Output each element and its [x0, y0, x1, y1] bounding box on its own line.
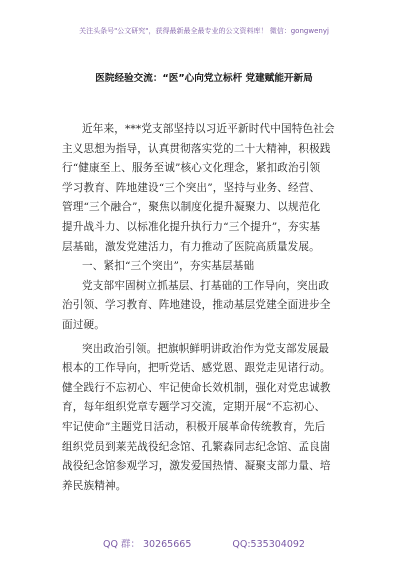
text-line: 治引领、学习教育、阵地建设，推动基层党建全面进步全: [62, 299, 331, 312]
text-line: 近年来，***党支部坚持以习近平新时代中国特色社会: [82, 123, 335, 135]
text-line: 战役纪念馆参观学习，激发爱国热情、凝聚支部力量、培: [62, 460, 331, 473]
qq-group-number: QQ 群： 30265665: [103, 539, 192, 550]
text-line: 牢记使命”主题党日活动，积极开展革命传统教育，先后: [62, 420, 326, 433]
document-body: [62, 120, 358, 496]
text-line: 一、紧扣“三个突出”，夯实基层基础: [82, 260, 255, 273]
text-line: 管理“三个融合”，聚焦以制度化提升凝聚力、以规范化: [62, 201, 321, 214]
text-line: 提升战斗力、以标准化提升执行力“三个提升”，夯实基: [62, 220, 321, 233]
header-notice: 关注头条号"公文研究"，获得最新最全最专业的公文资料库！ 微信：gongwenyj: [79, 27, 329, 35]
document-title: 医院经验交流：“医”心向党立标杆 党建赋能开新局: [95, 73, 313, 84]
text-line: 党支部牢固树立抓基层、打基础的工作导向，突出政: [82, 279, 330, 292]
text-line: 健全践行不忘初心、牢记使命长效机制，强化对党忠诚教: [62, 381, 331, 394]
text-line: 根本的工作导向，把听党话、感党恩、跟党走见诸行动。: [62, 362, 331, 375]
text-line: 育，每年组织党章专题学习交流，定期开展“不忘初心、: [62, 401, 326, 414]
footer-contact: [0, 536, 408, 550]
paragraph: [62, 340, 358, 497]
text-line: 突出政治引领。把旗帜鲜明讲政治作为党支部发展最: [82, 342, 330, 355]
text-line: 组织党员到莱芜战役纪念馆、孔繁森同志纪念馆、孟良崮: [62, 440, 331, 453]
section-heading: [62, 257, 358, 277]
text-line: 层基础，激发党建活力，有力推动了医院高质量发展。: [62, 240, 320, 253]
text-line: 养民族精神。: [62, 479, 127, 492]
text-line: 行“健康至上、服务至诚”核心文化理念，紧扣政治引领: [62, 162, 321, 175]
text-line: 主义思想为指导，认真贯彻落实党的二十大精神，积极践: [62, 142, 331, 155]
text-line: 学习教育、阵地建设“三个突出”，坚持与业务、经营、: [62, 181, 321, 194]
qq-number: QQ:535304092: [232, 539, 305, 550]
text-line: 面过硬。: [62, 318, 105, 331]
paragraph: [62, 120, 358, 257]
paragraph: [62, 277, 358, 336]
